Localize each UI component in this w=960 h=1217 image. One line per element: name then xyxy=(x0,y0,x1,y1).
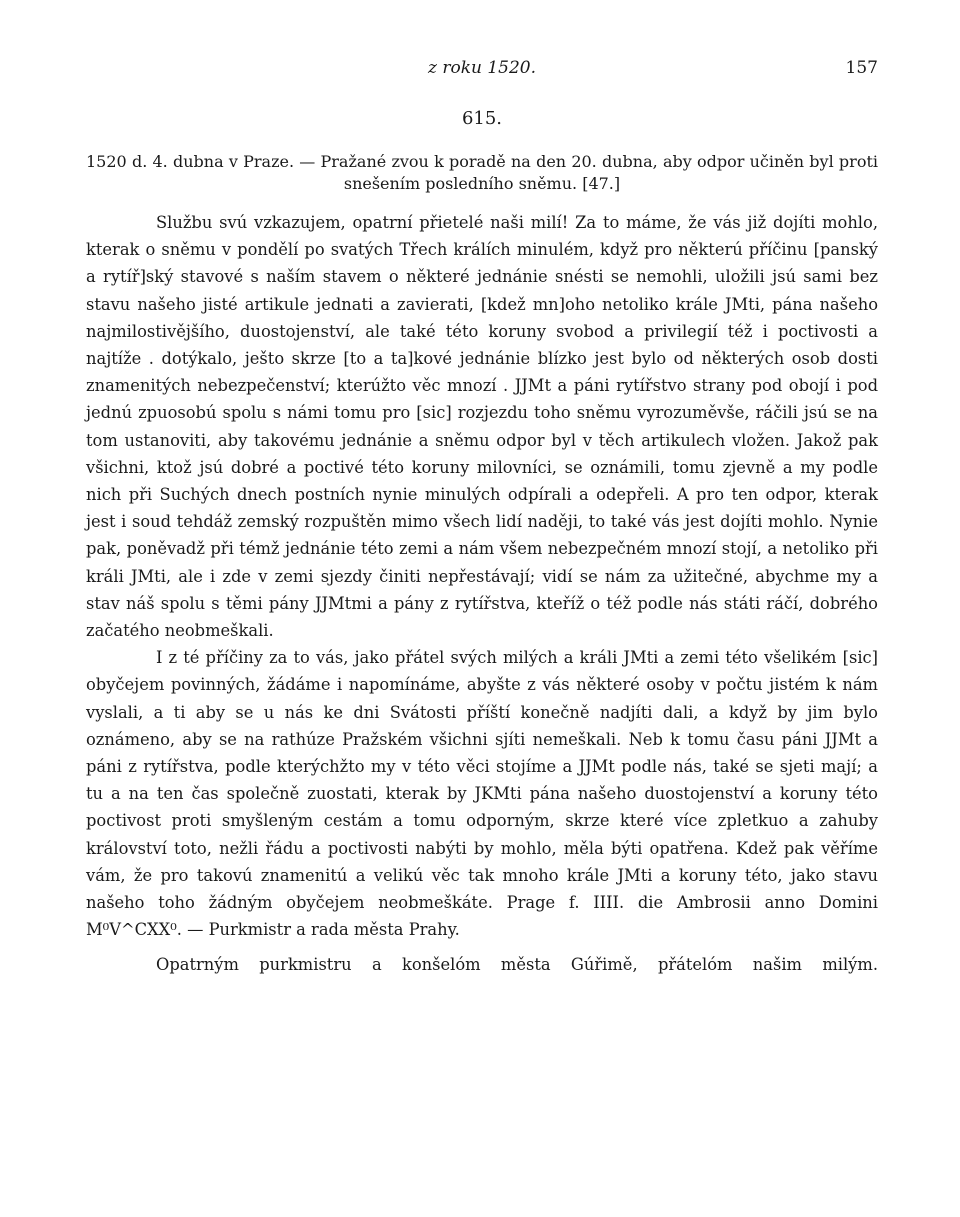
document-number: 615. xyxy=(461,108,503,129)
paragraph: I z té příčiny za to vás, jako přátel svých milých a králi JMti a zemi této všelikém [sic] obyčejem povinných, žádáme i napomínáme, abyšte z vás některé osoby v počtu jistém k nám vyslali, a ti aby se u nás ke dni Svátosti příští konečně nadjíti dali, a když by jim bylo oznámeno, aby se na rathúze Pražském všichni sjíti nemeškali. Neb k tomu času páni JJMt a páni z rytířstva, podle kterýchžto my v této věci stojíme a JJMt podle nás, také se sjeti mají; a tu a na ten čas společně zuostati, kterak by JKMti pána našeho duostojenství a koruny této poctivost proti smyšleným cestám a tomu odporným, skrze které více zpletkuo a zahuby království toto, nežli řádu a poctivosti nabýti by mohlo, měla býti opatřena. Kdež pak věříme vám, že pro takovú znamenitú a velikú věc tak mnoho krále JMti a koruny této, jako stavu našeho toho žádným obyčejem neobmeškáte. Prage f. IIII. die Ambrosii anno Domini M⁰V^CXX⁰. — Purkmistr a rada města Prahy. xyxy=(86,648,878,940)
page-number: 157 xyxy=(845,58,878,78)
regest: 1520 d. 4. dubna v Praze. — Pražané zvou k poradě na den 20. dubna, aby odpor učiněn byl proti snešením posledního sněmu. [47.] xyxy=(86,152,878,193)
running-title: z roku 1520. xyxy=(427,58,537,78)
running-header xyxy=(86,58,878,84)
document-body xyxy=(86,209,878,943)
document-page xyxy=(86,58,878,979)
address-line: Opatrným purkmistru a konšelóm města Gúřimě, přátelóm našim milým. xyxy=(156,955,878,975)
paragraph: Službu svú vzkazujem, opatrní přietelé naši milí! Za to máme, že vás již dojíti mohlo, kterak o sněmu v pondělí po svatých Třech králích minulém, když pro některú příčinu [panský a rytíř]ský stavové s naším stavem o některé jednánie snésti se nemohli, uložili jsú sami bez stavu našeho jisté artikule jednati a zavierati, [kdež mn]oho netoliko krále JMti, pána našeho najmilostivějšího, duostojenství, ale také této koruny svobod a privilegií též i poctivosti a najtíže . dotýkalo, ješto skrze [to a ta]kové jednánie blízko jest bylo od některých osob dosti znamenitých nebezpečenství; kterúžto věc mnozí . JJMt a páni rytířstvo strany pod obojí i pod jednú zpuosobú spolu s námi tomu pro [sic] rozjezdu toho sněmu vyrozuměvše, ráčili jsú se na tom ustanoviti, aby takovému jednánie a sněmu odpor byl v těch artikulech vložen. Jakož pak všichni, ktož jsú dobré a poctivé této koruny milovníci, se oznámili, tomu zjevně a my podle nich při Suchých dnech postních nynie minulých odpírali a odepřeli. A pro ten odpor, kterak jest i soud tehdáž zemský rozpuštěn mimo všech lidí naději, to také vás jest dojíti mohlo. Nynie pak, poněvadž při témž jednánie této zemi a nám všem nebezpečném mnozí stojí, a netoliko při králi JMti, ale i zde v zemi sjezdy činiti nepřestávají; vidí se nám za užitečné, abychme my a stav náš spolu s těmi pány JJMtmi a pány z rytířstva, kteříž o též podle nás státi ráčí, dobrého začatého neobmeškali. xyxy=(86,213,878,641)
